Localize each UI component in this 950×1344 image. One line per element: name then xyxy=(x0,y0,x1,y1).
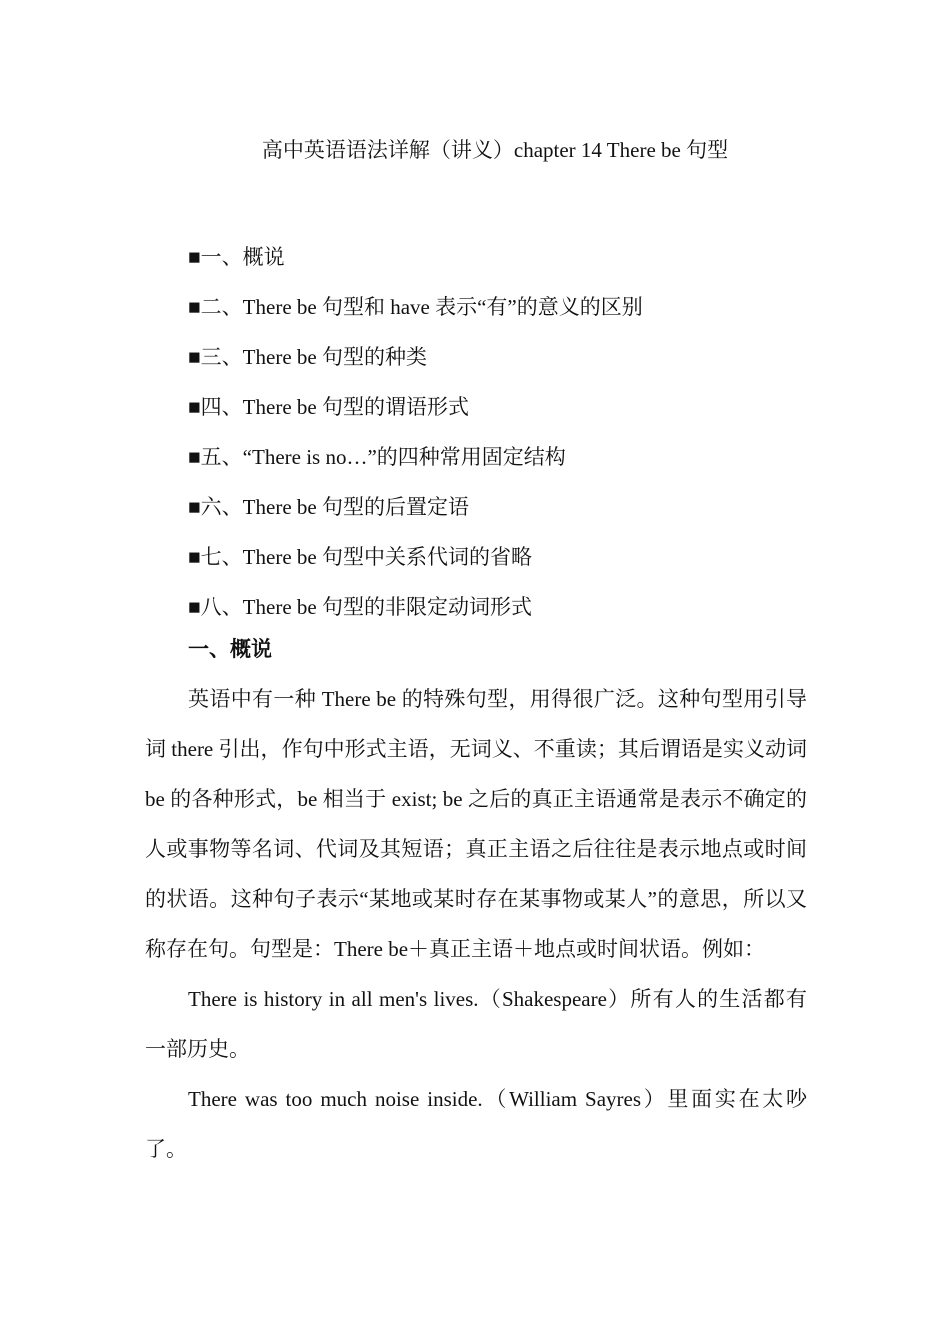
intro-paragraph: 英语中有一种 There be 的特殊句型，用得很广泛。这种句型用引导词 there 引出，作句中形式主语，无词义、不重读；其后谓语是实义动词 be 的各种形式，be 相当于 exist; be 之后的真正主语通常是表示不确定的人或事物等名词、代词及其短语；真正主语之后往往是表示地点或时间的状语。这种句子表示“某地或某时存在某事物或某人”的意思，所以又称存在句。句型是：There be＋真正主语＋地点或时间状语。例如： xyxy=(145,687,807,961)
toc-item-3: ■三、There be 句型的种类 xyxy=(188,345,427,369)
document-title: 高中英语语法详解（讲义）chapter 14 There be 句型 xyxy=(261,138,729,162)
toc-item-8: ■八、There be 句型的非限定动词形式 xyxy=(188,595,532,619)
toc-item-7: ■七、There be 句型中关系代词的省略 xyxy=(188,545,532,569)
table-of-contents xyxy=(188,232,643,632)
toc-item-5: ■五、“There is no…”的四种常用固定结构 xyxy=(188,445,566,469)
toc-item-6: ■六、There be 句型的后置定语 xyxy=(188,495,469,519)
toc-item-2: ■二、There be 句型和 have 表示“有”的意义的区别 xyxy=(188,295,643,319)
toc-item-4: ■四、There be 句型的谓语形式 xyxy=(188,395,469,419)
section-body xyxy=(145,674,807,1174)
example-sentence-2: There was too much noise inside.（William Sayres）里面实在太吵了。 xyxy=(145,1087,807,1161)
section-heading-overview: 一、概说 xyxy=(188,637,272,661)
toc-item-1: ■一、概说 xyxy=(188,245,285,269)
example-sentence-1: There is history in all men's lives.（Shakespeare）所有人的生活都有一部历史。 xyxy=(145,987,807,1061)
